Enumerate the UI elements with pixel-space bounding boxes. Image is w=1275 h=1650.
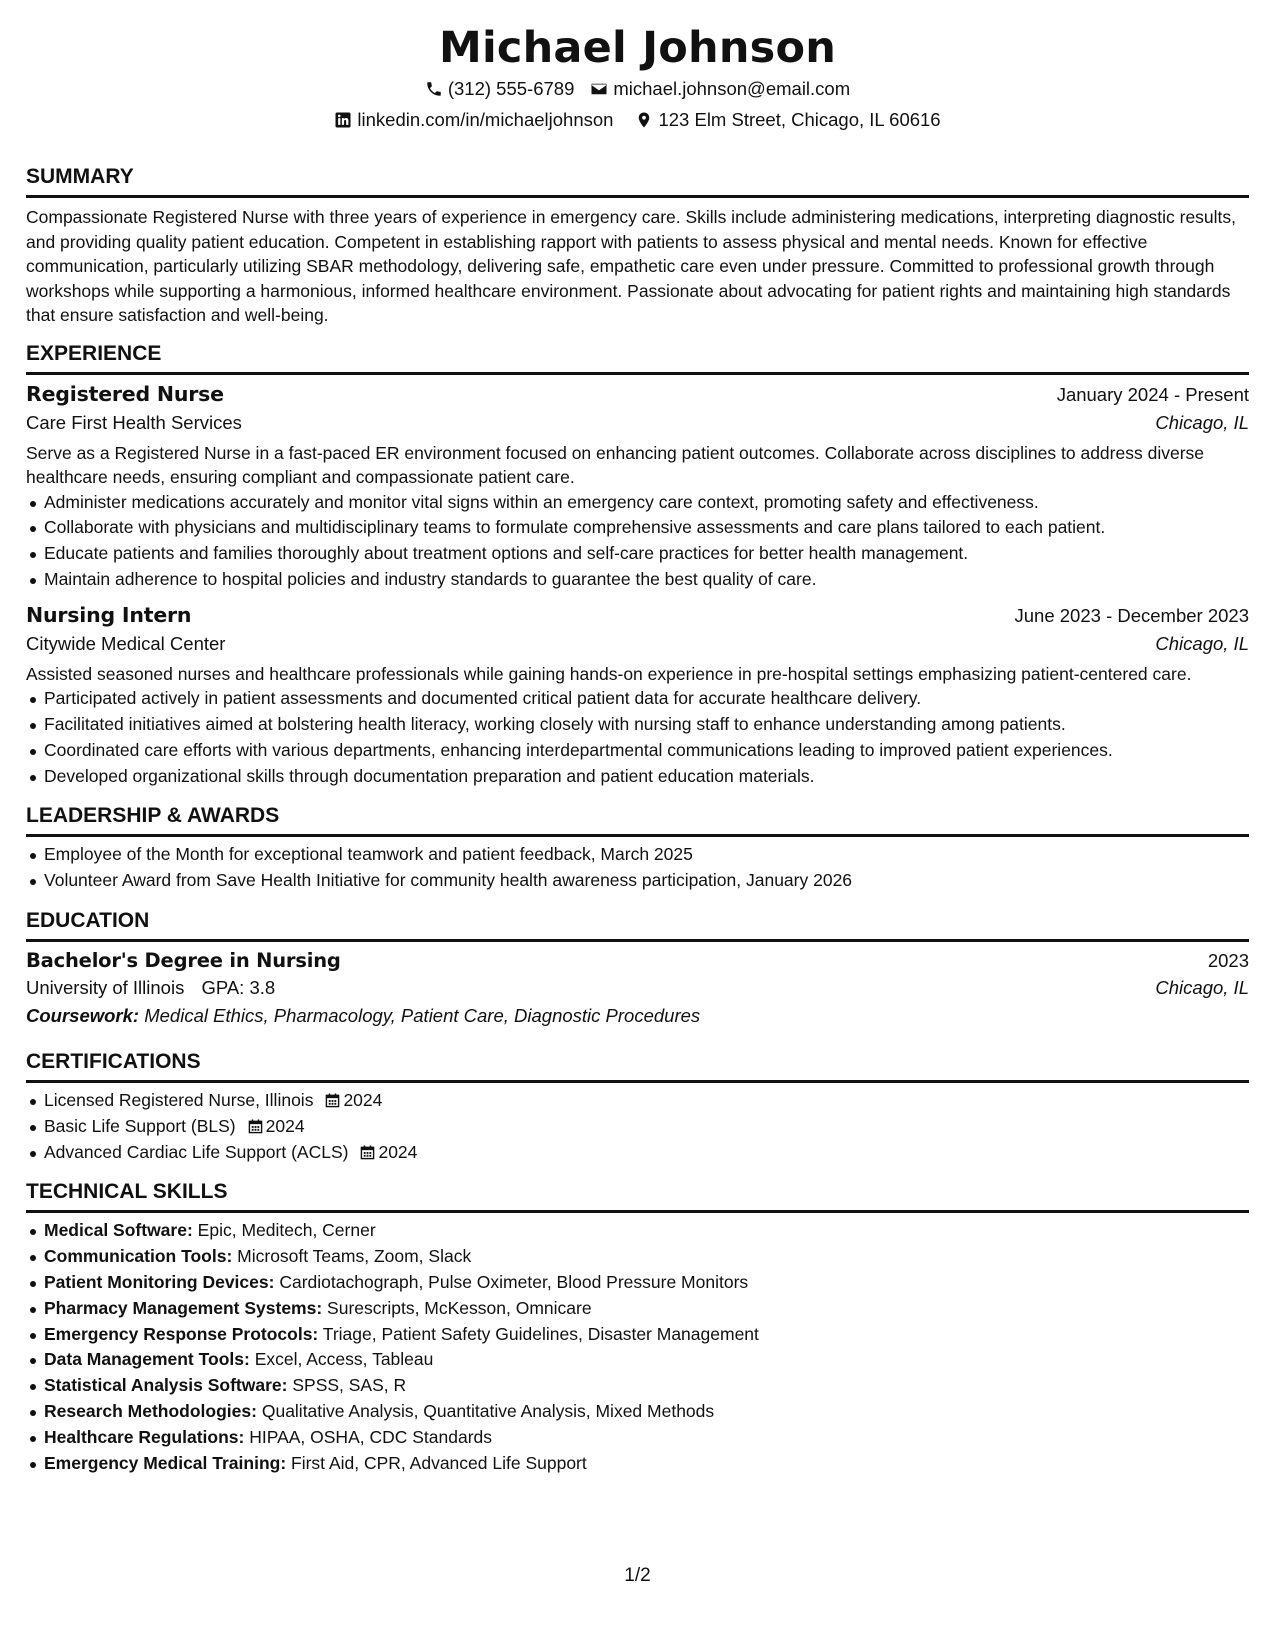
- job-title: Nursing Intern: [26, 602, 192, 627]
- job-date: June 2023 - December 2023: [1014, 604, 1249, 626]
- list-item: Developed organizational skills through documentation preparation and patient education materials.: [44, 764, 1249, 790]
- skill-label: Healthcare Regulations:: [44, 1426, 245, 1447]
- coursework: [26, 1005, 1249, 1027]
- summary-text: Compassionate Registered Nurse with three years of experience in emergency care. Skills include administering medications, interpreting diagnostic results, and providing quality patient education. Competent in establishing rapport with patients to assess physical and mental needs. Known for effective communication, particularly utilizing SBAR methodology, delivering safe, empathetic care even under pressure. Committed to professional growth through workshops while supporting a harmonious, informed healthcare environment. Passionate about advocating for patient rights and maintaining high standards that ensure satisfaction and well-being.: [26, 207, 1237, 325]
- job-company: Citywide Medical Center: [26, 632, 226, 654]
- list-item: [44, 1296, 1249, 1322]
- skill-value: Cardiotachograph, Pulse Oximeter, Blood Pressure Monitors: [279, 1271, 749, 1292]
- list-item: Coordinated care efforts with various departments, enhancing interdepartmental communications leading to improved patient experiences.: [44, 738, 1249, 764]
- calendar-icon: [360, 1145, 375, 1160]
- list-item: Facilitated initiatives aimed at bolstering health literacy, working closely with nursing staff to enhance understanding among patients.: [44, 712, 1249, 738]
- cert-year: 2024: [265, 1115, 305, 1136]
- list-item: Participated actively in patient assessments and documented critical patient data for accurate healthcare delivery.: [44, 686, 1249, 712]
- awards-heading: LEADERSHIP & AWARDS: [26, 803, 1249, 837]
- certifications-heading: CERTIFICATIONS: [26, 1049, 1249, 1083]
- contact-row-1: [26, 78, 1249, 100]
- skill-value: Excel, Access, Tableau: [254, 1349, 434, 1370]
- coursework-list: Medical Ethics, Pharmacology, Patient Care, Diagnostic Procedures: [144, 1004, 701, 1026]
- certifications-list: [26, 1088, 1249, 1165]
- list-item: [44, 1114, 1249, 1140]
- list-item: Administer medications accurately and monitor vital signs within an emergency care context, promoting safety and effectiveness.: [44, 490, 1249, 516]
- phone-text: (312) 555-6789: [447, 78, 575, 99]
- linkedin-contact[interactable]: [334, 109, 613, 131]
- skill-value: SPSS, SAS, R: [292, 1375, 407, 1396]
- page-number: 1/2: [624, 1565, 651, 1586]
- skill-label: Medical Software:: [44, 1220, 193, 1241]
- list-item: [44, 1425, 1249, 1451]
- list-item: [44, 1347, 1249, 1373]
- skill-value: Qualitative Analysis, Quantitative Analysis, Mixed Methods: [261, 1400, 715, 1421]
- skill-value: Surescripts, McKesson, Omnicare: [327, 1297, 592, 1318]
- list-item: Collaborate with physicians and multidisciplinary teams to formulate comprehensive assessments and care plans tailored to each patient.: [44, 515, 1249, 541]
- list-item: [44, 1270, 1249, 1296]
- email-text[interactable]: michael.johnson@email.com: [613, 78, 851, 99]
- skill-label: Emergency Medical Training:: [44, 1452, 287, 1473]
- list-item: [44, 1451, 1249, 1477]
- skill-value: HIPAA, OSHA, CDC Standards: [249, 1426, 493, 1447]
- candidate-name: Michael Johnson: [438, 23, 837, 73]
- skill-label: Communication Tools:: [44, 1246, 233, 1267]
- cert-name: Advanced Cardiac Life Support (ACLS): [44, 1141, 349, 1162]
- awards-list: [26, 842, 1249, 894]
- skill-label: Emergency Response Protocols:: [44, 1323, 319, 1344]
- email-contact[interactable]: [590, 78, 850, 100]
- education-entry: [26, 949, 1249, 1027]
- gpa: GPA: 3.8: [201, 976, 276, 998]
- list-item: [44, 1140, 1249, 1166]
- address-text: 123 Elm Street, Chicago, IL 60616: [658, 109, 941, 130]
- address-contact: [635, 109, 940, 131]
- skill-value: Triage, Patient Safety Guidelines, Disaster Management: [322, 1323, 759, 1344]
- phone-icon: [425, 80, 443, 98]
- cert-year: 2024: [343, 1089, 383, 1110]
- list-item: [44, 1244, 1249, 1270]
- job-description: Serve as a Registered Nurse in a fast-paced ER environment focused on enhancing patient outcomes. Collaborate across disciplines to address diverse healthcare needs, ensuring compliant and compassionate patient care.: [26, 442, 1205, 487]
- list-item: Employee of the Month for exceptional teamwork and patient feedback, March 2025: [44, 842, 1249, 868]
- list-item: [44, 1088, 1249, 1114]
- resume-page: [26, 0, 1249, 1476]
- calendar-icon: [248, 1119, 263, 1134]
- envelope-icon: [590, 80, 608, 98]
- cert-name: Basic Life Support (BLS): [44, 1115, 236, 1136]
- job-location: Chicago, IL: [1155, 632, 1249, 654]
- skills-list: [26, 1218, 1249, 1476]
- cert-year: 2024: [378, 1141, 418, 1162]
- job-date: January 2024 - Present: [1056, 383, 1249, 405]
- graduation-year: 2023: [1207, 949, 1249, 971]
- coursework-label: Coursework:: [26, 1004, 140, 1026]
- job-location: Chicago, IL: [1155, 411, 1249, 433]
- calendar-icon: [325, 1093, 340, 1108]
- cert-name: Licensed Registered Nurse, Illinois: [44, 1089, 314, 1110]
- skills-heading: TECHNICAL SKILLS: [26, 1179, 1249, 1213]
- education-heading: EDUCATION: [26, 908, 1249, 942]
- job-bullets: [26, 686, 1249, 789]
- school-location: Chicago, IL: [1155, 976, 1249, 998]
- skill-label: Pharmacy Management Systems:: [44, 1297, 323, 1318]
- skill-label: Patient Monitoring Devices:: [44, 1271, 275, 1292]
- list-item: Educate patients and families thoroughly about treatment options and self-care practices for better health management.: [44, 541, 1249, 567]
- degree-title: Bachelor's Degree in Nursing: [26, 948, 341, 972]
- job-entry: [26, 603, 1249, 790]
- summary-heading: SUMMARY: [26, 164, 1249, 198]
- list-item: [44, 1399, 1249, 1425]
- job-title: Registered Nurse: [26, 381, 224, 406]
- map-pin-icon: [635, 111, 653, 129]
- job-entry: [26, 382, 1249, 593]
- list-item: [44, 1218, 1249, 1244]
- list-item: Maintain adherence to hospital policies and industry standards to guarantee the best quality of care.: [44, 567, 1249, 593]
- list-item: [44, 1322, 1249, 1348]
- linkedin-icon: [334, 111, 352, 129]
- job-company: Care First Health Services: [26, 411, 242, 433]
- experience-heading: EXPERIENCE: [26, 341, 1249, 375]
- skill-label: Statistical Analysis Software:: [44, 1375, 288, 1396]
- skill-label: Research Methodologies:: [44, 1400, 257, 1421]
- skill-label: Data Management Tools:: [44, 1349, 250, 1370]
- job-bullets: [26, 490, 1249, 593]
- job-description: Assisted seasoned nurses and healthcare professionals while gaining hands-on experience in pre-hospital settings emphasizing patient-centered care.: [26, 663, 1192, 684]
- list-item: Volunteer Award from Save Health Initiative for community health awareness participation, January 2026: [44, 868, 1249, 894]
- list-item: [44, 1373, 1249, 1399]
- linkedin-text[interactable]: linkedin.com/in/michaeljohnson: [357, 109, 614, 130]
- skill-value: First Aid, CPR, Advanced Life Support: [291, 1452, 587, 1473]
- school-name: University of Illinois: [26, 976, 185, 998]
- skill-value: Microsoft Teams, Zoom, Slack: [237, 1246, 472, 1267]
- contact-row-2: [26, 109, 1249, 131]
- phone-contact: [425, 78, 575, 100]
- skill-value: Epic, Meditech, Cerner: [197, 1220, 376, 1241]
